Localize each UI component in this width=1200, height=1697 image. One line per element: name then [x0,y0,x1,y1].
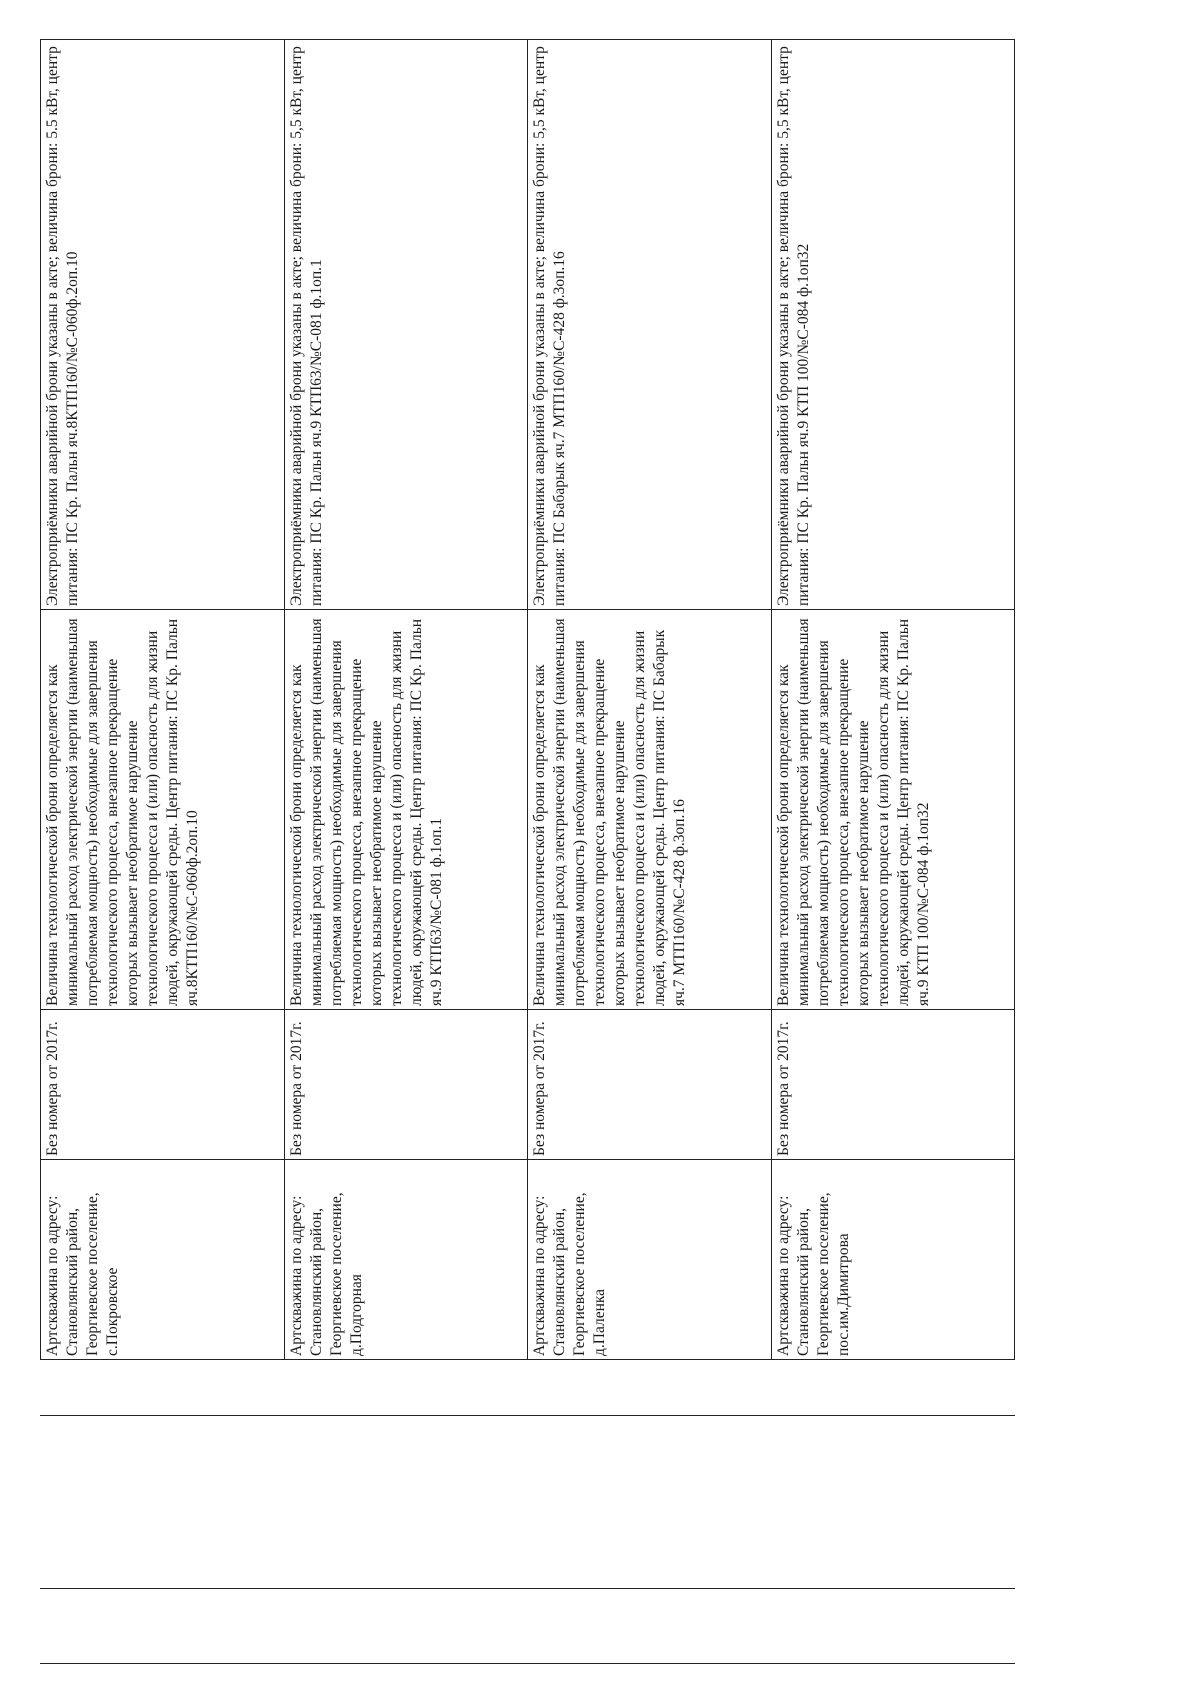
emergency-reserve-cell [771,40,1015,610]
act-text: Без номера от 2017г. [774,1021,792,1156]
table-row [528,40,772,1360]
address-cell [771,1160,1015,1360]
address-cell [528,1160,772,1360]
act-cell [528,1010,772,1160]
emergency-reserve-text: Электроприёмники аварийной брони указаны в акте; величина брони: 5,5 кВт, центр питания: ПС Кр. Пальн яч.9 КТП63/№С-081 ф.1оп.1 [287,46,325,606]
address-text: Артскважина по адресу: Становлянский район, Георгиевское поселение, пос.им.Димитрова [774,1192,852,1356]
emergency-reserve-text: Электроприёмники аварийной брони указаны в акте; величина брони: 5.5 кВт, центр питания: ПС Кр. Пальн яч.8КТП160/№С-060ф.2оп.10 [44,46,81,606]
separator-line-2 [40,1588,1015,1589]
act-text: Без номера от 2017г. [44,1021,61,1156]
emergency-reserve-cell [528,40,772,610]
act-text: Без номера от 2017г. [531,1021,548,1156]
address-cell [284,1160,528,1360]
act-cell [41,1010,285,1160]
emergency-reserve-cell [284,40,528,610]
separator-line-3 [40,1663,1015,1664]
tech-reserve-cell [528,610,772,1010]
emergency-reserve-text: Электроприёмники аварийной брони указаны в акте; величина брони: 5,5 кВт, центр питания: ПС Кр. Пальн яч.9 КТП 100/№С-084 ф.1оп32 [774,46,812,606]
separator-line-1 [40,1415,1015,1416]
act-text: Без номера от 2017г. [287,1021,305,1156]
reservation-table [40,39,1015,1360]
emergency-reserve-text: Электроприёмники аварийной брони указаны в акте; величина брони: 5,5 кВт, центр питания: ПС Бабарык яч.7 МТП160/№С-428 ф.3оп.16 [531,46,568,606]
emergency-reserve-cell [41,40,285,610]
table-row [41,40,285,1360]
address-text: Артскважина по адресу: Становлянский район, Георгиевское поселение, с.Покровское [44,1192,121,1356]
reservation-table-rotated [40,40,1015,1360]
tech-reserve-text: Величина технологической брони определяется как минимальный расход электрической энергии (наименьшая потребляемая мощность) необходимые для завершения технологического процесса, внезапное прекращение которых вызывает необратимое нарушение технологического процесса и (или) опасность для жизни людей, окружающей среды. Центр питания: ПС Кр. Пальн яч.9 КТП63/№С-081 ф.1оп.1 [287,618,445,1006]
address-text: Артскважина по адресу: Становлянский район, Георгиевское поселение, д.Подгорная [287,1192,365,1356]
act-cell [771,1010,1015,1160]
address-text: Артскважина по адресу: Становлянский район, Георгиевское поселение, д.Паленка [531,1192,608,1356]
act-cell [284,1010,528,1160]
tech-reserve-cell [284,610,528,1010]
tech-reserve-text: Величина технологической брони определяется как минимальный расход электрической энергии (наименьшая потребляемая мощность) необходимые для завершения технологического процесса, внезапное прекращение которых вызывает необратимое нарушение технологического процесса и (или) опасность для жизни людей, окружающей среды. Центр питания: ПС Кр. Пальн яч.9 КТП 100/№С-084 ф.1оп32 [774,618,932,1006]
tech-reserve-cell [41,610,285,1010]
address-cell [41,1160,285,1360]
tech-reserve-text: Величина технологической брони определяется как минимальный расход электрической энергии (наименьшая потребляемая мощность) необходимые для завершения технологического процесса, внезапное прекращение которых вызывает необратимое нарушение технологического процесса и (или) опасность для жизни людей, окружающей среды. Центр питания: ПС Кр. Пальн яч.8КТП160/№С-060ф.2оп.10 [44,618,201,1006]
tech-reserve-text: Величина технологической брони определяется как минимальный расход электрической энергии (наименьшая потребляемая мощность) необходимые для завершения технологического процесса, внезапное прекращение которых вызывает необратимое нарушение технологического процесса и (или) опасность для жизни людей, окружающей среды. Центр питания: ПС Бабарык яч.7 МТП160/№С-428 ф.3оп.16 [531,618,688,1006]
tech-reserve-cell [771,610,1015,1010]
table-row [284,40,528,1360]
table-row [771,40,1015,1360]
